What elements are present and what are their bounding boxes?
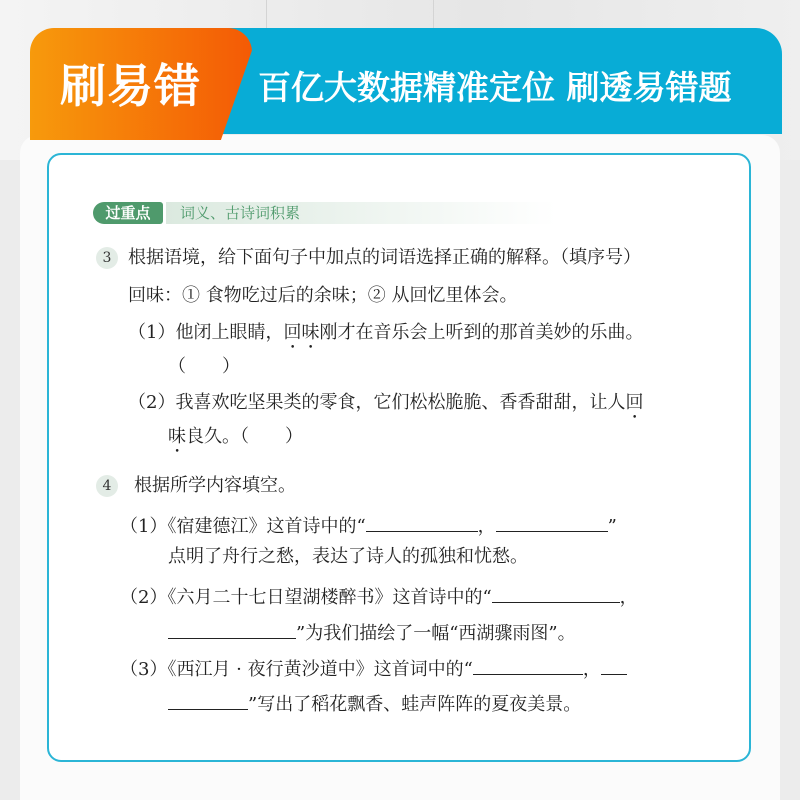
sentence-1	[128, 321, 643, 353]
item-1-cont: 点明了舟行之愁，表达了诗人的孤独和忧愁。	[168, 546, 528, 567]
definition: 回味：① 食物吃过后的余味；② 从回忆里体会。	[128, 285, 518, 306]
sentence-2-cont	[168, 425, 303, 457]
text: 良久。（ ）	[186, 426, 303, 447]
question-number: 4	[96, 475, 118, 497]
question-number: 3	[96, 247, 118, 269]
item-3-cont	[168, 691, 581, 717]
text: （1）《宿建德江》这首诗中的“	[120, 516, 366, 537]
fill-blank[interactable]	[492, 584, 620, 603]
fill-blank[interactable]	[168, 620, 296, 639]
fill-blank[interactable]	[168, 691, 248, 710]
section-title: 词义、古诗词积累	[180, 204, 301, 222]
item-2	[120, 584, 638, 610]
text: 刚才在音乐会上听到的那首美妙的乐曲。	[319, 322, 644, 343]
section-tag: 过重点	[93, 202, 163, 224]
question-prompt: 根据语境，给下面句子中加点的词语选择正确的解释。（填序号）	[128, 247, 641, 268]
brand-title: 刷易错	[60, 59, 201, 113]
item-2-cont	[168, 620, 576, 646]
text: ”	[607, 516, 617, 537]
item-3	[120, 656, 627, 682]
fill-blank[interactable]	[473, 656, 583, 675]
text: ，	[619, 587, 638, 608]
question-prompt: 根据所学内容填空。	[134, 475, 296, 496]
slogan-text: 百亿大数据精准定位 刷透易错题	[258, 68, 732, 107]
fill-blank[interactable]	[496, 513, 608, 532]
text: （2）我喜欢吃坚果类的零食，它们松松脆脆、香香甜甜，让人	[128, 392, 626, 413]
sentence-2	[128, 391, 643, 423]
item-1	[120, 513, 617, 539]
text: ，	[477, 516, 496, 537]
dotted-word: 味	[168, 426, 186, 447]
text: （1）他闭上眼睛，	[128, 322, 284, 343]
text: ”为我们描绘了一幅“西湖骤雨图”。	[296, 623, 576, 644]
fill-blank[interactable]	[366, 513, 478, 532]
text: （2）《六月二十七日望湖楼醉书》这首诗中的“	[120, 587, 492, 608]
answer-blank[interactable]: （ ）	[168, 356, 240, 377]
text: ，	[582, 659, 601, 680]
dotted-word: 回味	[283, 322, 320, 343]
fill-blank[interactable]	[601, 656, 627, 675]
text: ”写出了稻花飘香、蛙声阵阵的夏夜美景。	[248, 694, 582, 715]
text: （3）《西江月 · 夜行黄沙道中》这首词中的“	[120, 659, 473, 680]
dotted-word: 回	[625, 392, 644, 413]
